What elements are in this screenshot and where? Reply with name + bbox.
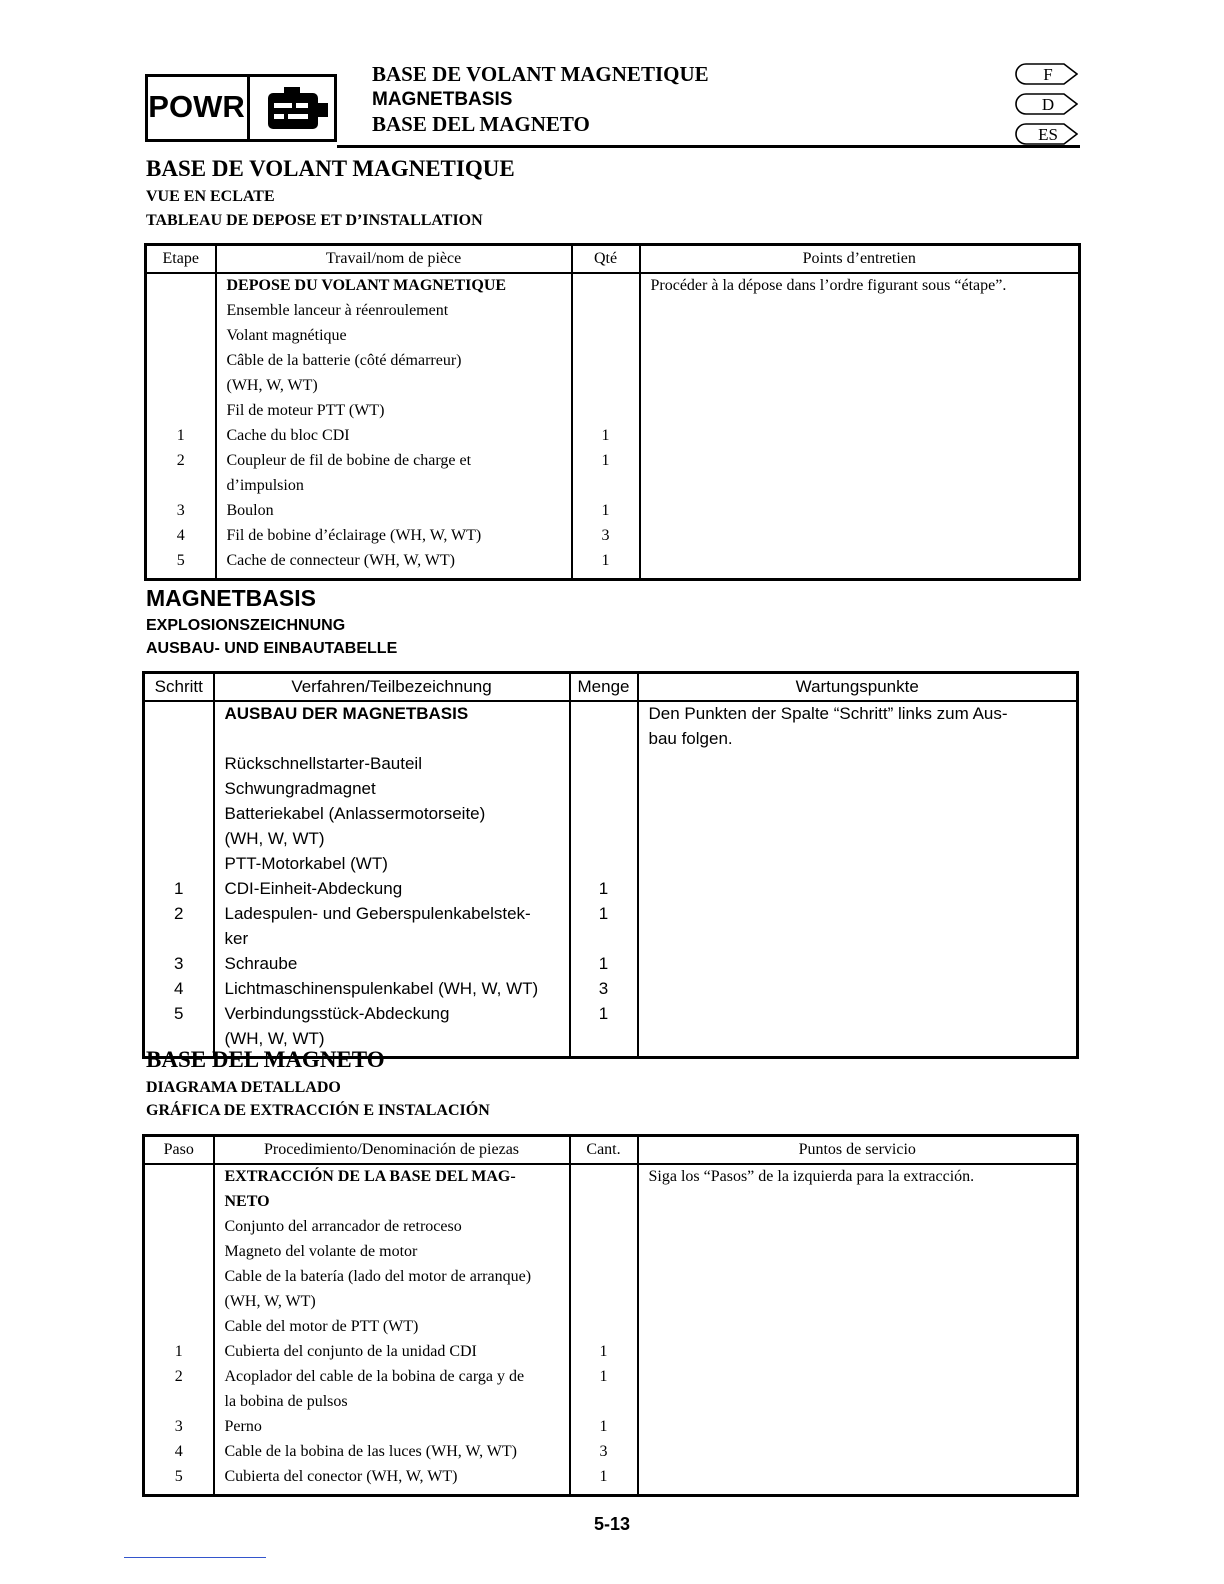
- de-part-line: Schwungradmagnet: [224, 779, 376, 798]
- fr-part-line: (WH, W, WT): [226, 377, 318, 394]
- fr-table-body: [146, 273, 1080, 580]
- de-qty-line: [571, 729, 637, 754]
- de-col-points-header: Wartungspunkte: [638, 673, 1078, 702]
- de-step-line: [145, 929, 213, 954]
- de-step-line: 3: [174, 954, 184, 973]
- language-badge-es: [1014, 123, 1078, 145]
- fr-col-points: [640, 273, 1080, 580]
- fr-subtitle-exploded: VUE EN ECLATE: [146, 188, 275, 205]
- de-qty-line: 1: [598, 904, 609, 923]
- de-step-line: 1: [174, 879, 184, 898]
- de-points-line: Den Punkten der Spalte “Schritt” links zum Aus-: [648, 704, 1008, 723]
- de-step-line: [145, 779, 213, 804]
- language-badge-d: [1014, 93, 1078, 115]
- es-part-line: Cable de la bobina de las luces (WH, W, WT): [224, 1443, 518, 1460]
- de-col-part: [214, 701, 570, 1058]
- fr-part-line: Boulon: [226, 502, 274, 519]
- es-part-line: (WH, W, WT): [224, 1293, 316, 1310]
- fr-qty-line: 1: [601, 427, 610, 444]
- de-part-line: PTT-Motorkabel (WT): [224, 854, 388, 873]
- es-part-line: la bobina de pulsos: [224, 1393, 348, 1410]
- de-qty-line: [571, 779, 637, 804]
- header-title-fr: BASE DE VOLANT MAGNETIQUE: [372, 62, 709, 86]
- es-step-line: [145, 1192, 213, 1217]
- es-qty-line: 3: [599, 1443, 608, 1460]
- de-part-line: Batteriekabel (Anlassermotorseite): [224, 804, 486, 823]
- header-titles: [372, 62, 709, 137]
- es-qty-line: [571, 1192, 637, 1217]
- fr-step-line: [147, 351, 215, 376]
- fr-qty-line: [573, 376, 639, 401]
- fr-part-line: d’impulsion: [226, 477, 304, 494]
- de-part-line: Ladespulen- und Geberspulenkabelstek-: [224, 904, 531, 923]
- fr-col-step-header: Etape: [146, 245, 216, 274]
- fr-qty-line: [573, 401, 639, 426]
- es-step-line: [145, 1317, 213, 1342]
- de-step-line: 5: [174, 1004, 184, 1023]
- de-qty-line: 1: [598, 879, 609, 898]
- fr-table-header: [146, 245, 1080, 274]
- es-qty-line: 1: [599, 1468, 608, 1485]
- powr-logo-text: POWR: [148, 89, 245, 124]
- de-col-part-header: Verfahren/Teilbezeichnung: [214, 673, 570, 702]
- fr-col-points-header: Points d’entretien: [640, 245, 1080, 274]
- fr-col-part-header: Travail/nom de pièce: [216, 245, 572, 274]
- de-qty-line: 1: [598, 1004, 609, 1023]
- es-part-line: Conjunto del arrancador de retroceso: [224, 1218, 462, 1235]
- powr-logo: [145, 74, 337, 142]
- de-qty-line: [571, 804, 637, 829]
- de-removal-table: [142, 671, 1079, 1059]
- fr-qty-line: 1: [601, 552, 610, 569]
- es-col-part: [214, 1164, 570, 1496]
- de-section-title: MAGNETBASIS: [146, 585, 316, 611]
- header-title-de: MAGNETBASIS: [372, 89, 513, 110]
- de-part-line: Schraube: [224, 954, 298, 973]
- svg-text:D: D: [1041, 95, 1055, 114]
- fr-removal-table: [144, 243, 1081, 581]
- de-step-line: [145, 729, 213, 754]
- es-part-line: Acoplador del cable de la bobina de carga y de: [224, 1368, 525, 1385]
- de-col-qty-header: Menge: [570, 673, 638, 702]
- de-step-line: 4: [174, 979, 184, 998]
- fr-part-line: Volant magnétique: [226, 327, 347, 344]
- es-qty-line: [571, 1242, 637, 1267]
- de-col-points: [638, 701, 1078, 1058]
- fr-part-line: Fil de bobine d’éclairage (WH, W, WT): [226, 527, 482, 544]
- es-part-line: EXTRACCIÓN DE LA BASE DEL MAG-: [224, 1168, 516, 1185]
- de-part-line: Verbindungsstück-Abdeckung: [224, 1004, 450, 1023]
- fr-step-line: 5: [176, 552, 185, 569]
- de-step-line: [145, 829, 213, 854]
- fr-qty-line: [573, 351, 639, 376]
- es-qty-line: 1: [599, 1343, 608, 1360]
- de-points-line: bau folgen.: [648, 729, 733, 748]
- de-part-line: ker: [224, 929, 249, 948]
- fr-part-line: Cache de connecteur (WH, W, WT): [226, 552, 455, 569]
- fr-step-line: 4: [176, 527, 185, 544]
- de-col-step: [144, 701, 214, 1058]
- de-subtitle-exploded: EXPLOSIONSZEICHNUNG: [146, 617, 346, 634]
- es-step-line: [145, 1167, 213, 1192]
- es-col-step: [144, 1164, 214, 1496]
- es-part-line: Cubierta del conector (WH, W, WT): [224, 1468, 458, 1485]
- es-step-line: [145, 1292, 213, 1317]
- page-number: 5-13: [593, 1514, 631, 1534]
- fr-step-line: 2: [176, 452, 185, 469]
- de-step-line: [145, 854, 213, 879]
- de-part-line: Rückschnellstarter-Bauteil: [224, 754, 422, 773]
- de-subtitle-table: AUSBAU- UND EINBAUTABELLE: [146, 640, 398, 657]
- fr-qty-line: [573, 276, 639, 301]
- es-qty-line: 1: [599, 1418, 608, 1435]
- fr-qty-line: [573, 301, 639, 326]
- fr-qty-line: 1: [601, 502, 610, 519]
- es-col-points-header: Puntos de servicio: [638, 1136, 1078, 1165]
- de-part-line: CDI-Einheit-Abdeckung: [224, 879, 403, 898]
- fr-col-qty-header: Qté: [572, 245, 640, 274]
- es-table-body: [144, 1164, 1078, 1496]
- svg-text:ES: ES: [1038, 125, 1058, 144]
- fr-qty-line: 1: [601, 452, 610, 469]
- de-qty-line: 3: [598, 979, 609, 998]
- engine-icon: [262, 87, 332, 133]
- es-qty-line: [571, 1392, 637, 1417]
- es-part-line: Cable del motor de PTT (WT): [224, 1318, 419, 1335]
- de-qty-line: [571, 929, 637, 954]
- es-step-line: [145, 1217, 213, 1242]
- de-part-line: (WH, W, WT): [224, 829, 325, 848]
- svg-text:F: F: [1043, 65, 1053, 84]
- fr-subtitle-table: TABLEAU DE DEPOSE ET D’INSTALLATION: [146, 212, 483, 229]
- es-step-line: 1: [174, 1343, 183, 1360]
- es-subtitle-table: GRÁFICA DE EXTRACCIÓN E INSTALACIÓN: [146, 1102, 490, 1119]
- fr-step-line: 1: [176, 427, 185, 444]
- es-subtitle-exploded: DIAGRAMA DETALLADO: [146, 1079, 341, 1096]
- de-table-header: [144, 673, 1078, 702]
- de-qty-line: [571, 829, 637, 854]
- fr-section-title: BASE DE VOLANT MAGNETIQUE: [146, 156, 515, 181]
- es-part-line: Cubierta del conjunto de la unidad CDI: [224, 1343, 477, 1360]
- es-qty-line: [571, 1292, 637, 1317]
- es-col-qty-header: Cant.: [570, 1136, 638, 1165]
- de-step-line: [145, 754, 213, 779]
- fr-part-line: Cache du bloc CDI: [226, 427, 350, 444]
- de-part-line: Lichtmaschinenspulenkabel (WH, W, WT): [224, 979, 539, 998]
- es-section-title: BASE DEL MAGNETO: [146, 1047, 385, 1072]
- language-badges: [1014, 63, 1078, 153]
- de-step-line: [145, 804, 213, 829]
- es-qty-line: [571, 1317, 637, 1342]
- de-part-line: (WH, W, WT): [224, 1029, 325, 1048]
- de-table-body: [144, 701, 1078, 1058]
- es-step-line: 2: [174, 1368, 183, 1385]
- language-badge-f: [1014, 63, 1078, 85]
- de-qty-line: [571, 754, 637, 779]
- fr-step-line: [147, 376, 215, 401]
- de-qty-line: [571, 854, 637, 879]
- de-qty-line: [571, 704, 637, 729]
- es-col-qty: [570, 1164, 638, 1496]
- de-col-qty: [570, 701, 638, 1058]
- header-title-es: BASE DEL MAGNETO: [372, 112, 590, 136]
- fr-part-line: Coupleur de fil de bobine de charge et: [226, 452, 472, 469]
- fr-part-line: Fil de moteur PTT (WT): [226, 402, 385, 419]
- de-col-step-header: Schritt: [144, 673, 214, 702]
- de-step-line: [145, 704, 213, 729]
- header-rule: [337, 145, 1080, 148]
- es-part-line: Perno: [224, 1418, 262, 1435]
- es-qty-line: [571, 1217, 637, 1242]
- es-step-line: 3: [174, 1418, 183, 1435]
- es-part-line: NETO: [224, 1193, 270, 1210]
- fr-col-qty: [572, 273, 640, 580]
- fr-part-line: Câble de la batterie (côté démarreur): [226, 352, 462, 369]
- fr-qty-line: [573, 476, 639, 501]
- fr-step-line: 3: [176, 502, 185, 519]
- es-step-line: [145, 1392, 213, 1417]
- fr-col-step: [146, 273, 216, 580]
- fr-qty-line: 3: [601, 527, 610, 544]
- es-step-line: [145, 1267, 213, 1292]
- es-points-line: Siga los “Pasos” de la izquierda para la extracción.: [648, 1168, 975, 1185]
- de-part-line: AUSBAU DER MAGNETBASIS: [224, 704, 469, 723]
- es-qty-line: [571, 1167, 637, 1192]
- de-step-line: 2: [174, 904, 184, 923]
- es-qty-line: [571, 1267, 637, 1292]
- fr-col-part: [216, 273, 572, 580]
- fr-step-line: [147, 301, 215, 326]
- fr-part-line: Ensemble lanceur à réenroulement: [226, 302, 449, 319]
- fr-part-line: DEPOSE DU VOLANT MAGNETIQUE: [226, 277, 507, 294]
- fr-step-line: [147, 401, 215, 426]
- es-col-points: [638, 1164, 1078, 1496]
- es-col-step-header: Paso: [144, 1136, 214, 1165]
- es-part-line: Cable de la batería (lado del motor de arranque): [224, 1268, 532, 1285]
- de-part-line: [215, 729, 569, 754]
- fr-step-line: [147, 276, 215, 301]
- fr-points-line: Procéder à la dépose dans l’ordre figurant sous “étape”.: [650, 277, 1007, 294]
- es-step-line: [145, 1242, 213, 1267]
- es-table-header: [144, 1136, 1078, 1165]
- de-qty-line: 1: [598, 954, 609, 973]
- es-qty-line: 1: [599, 1368, 608, 1385]
- fr-step-line: [147, 326, 215, 351]
- es-step-line: 5: [174, 1468, 183, 1485]
- de-qty-line: [571, 1029, 637, 1054]
- es-col-part-header: Procedimiento/Denominación de piezas: [214, 1136, 570, 1165]
- es-part-line: Magneto del volante de motor: [224, 1243, 418, 1260]
- es-step-line: 4: [174, 1443, 183, 1460]
- fr-step-line: [147, 476, 215, 501]
- fr-qty-line: [573, 326, 639, 351]
- es-removal-table: [142, 1134, 1079, 1497]
